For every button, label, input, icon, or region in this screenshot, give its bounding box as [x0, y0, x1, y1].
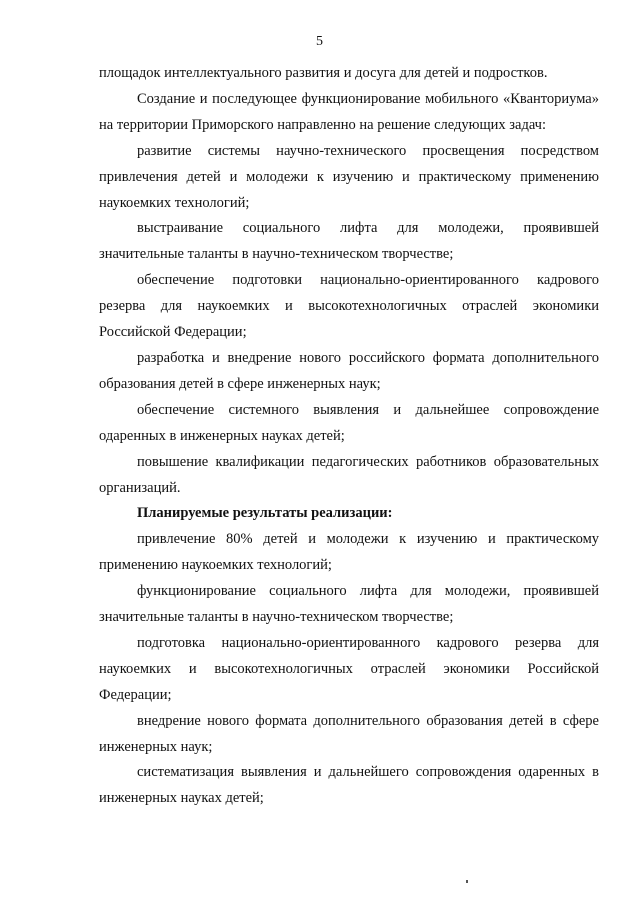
task-item: выстраивание социального лифта для молодежи, проявившей значительные таланты в научно-техническом творчестве;	[99, 220, 599, 263]
task-item: обеспечение подготовки национально-ориентированного кадрового резерва для наукоемких и высокотехнологичных отраслей экономики Российской Федерации;	[99, 272, 599, 341]
task-item: обеспечение системного выявления и дальнейшее сопровождение одаренных в инженерных науках детей;	[99, 401, 599, 444]
result-item: функционирование социального лифта для молодежи, проявившей значительные таланты в научно-техническом творчестве;	[99, 583, 599, 626]
section-heading: Планируемые результаты реализации:	[137, 505, 393, 522]
task-item: разработка и внедрение нового российского формата дополнительного образования детей в сфере инженерных наук;	[99, 349, 599, 392]
result-item: подготовка национально-ориентированного кадрового резерва для наукоемких и высокотехнологичных отраслей экономики Российской Федерации;	[99, 634, 599, 703]
paragraph-continuation: площадок интеллектуального развития и досуга для детей и подростков.	[99, 65, 548, 81]
result-item: систематизация выявления и дальнейшего сопровождения одаренных в инженерных науках детей;	[99, 764, 599, 807]
result-item: привлечение 80% детей и молодежи к изучению и практическому применению наукоемких технологий;	[99, 531, 599, 574]
result-item: внедрение нового формата дополнительного образования детей в сфере инженерных наук;	[99, 712, 599, 755]
page-number: 5	[316, 34, 323, 49]
body-text	[99, 61, 599, 812]
paragraph-intro: Создание и последующее функционирование мобильного «Кванториума» на территории Приморского направленно на решение следующих задач:	[99, 90, 599, 133]
scan-speck	[466, 880, 468, 883]
task-item: развитие системы научно-технического просвещения посредством привлечения детей и молодежи к изучению и практическому применению наукоемких технологий;	[99, 142, 599, 211]
task-item: повышение квалификации педагогических работников образовательных организаций.	[99, 453, 599, 496]
